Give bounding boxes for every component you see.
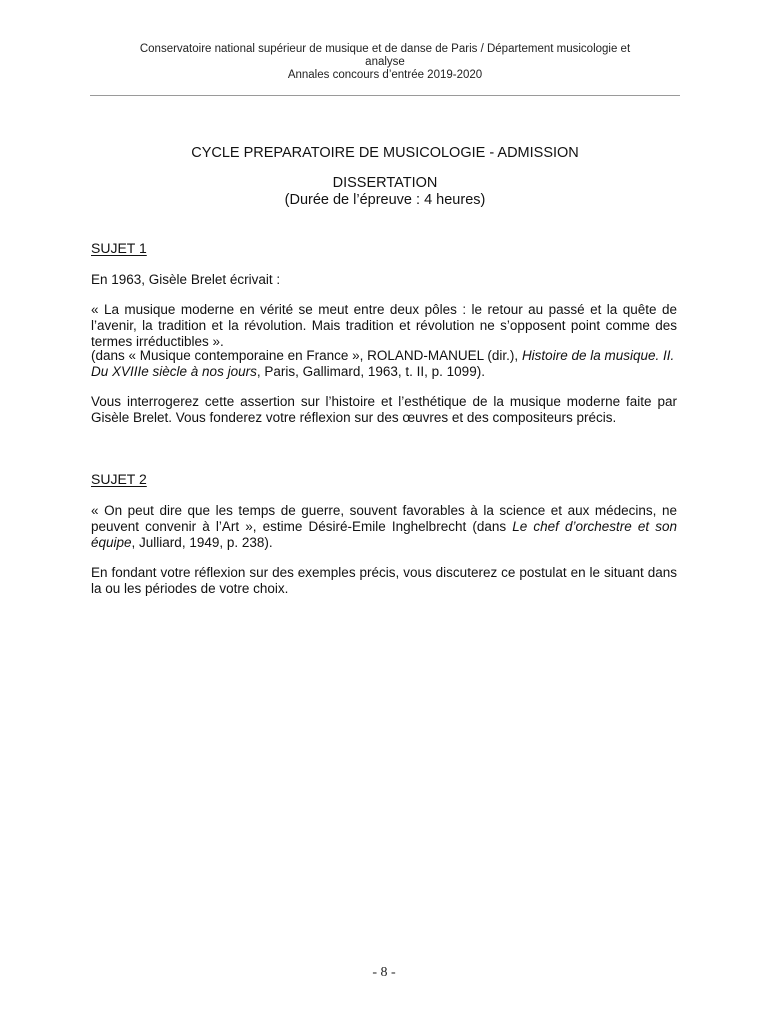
header-institution: Conservatoire national supérieur de musique et de danse de Paris / Département musicologie et: [139, 43, 631, 55]
sujet1-source-pre: (dans « Musique contemporaine en France », ROLAND-MANUEL (dir.),: [91, 348, 522, 363]
sujet2-task: En fondant votre réflexion sur des exemples précis, vous discuterez ce postulat en le situant dans la ou les périodes de votre choix.: [91, 565, 677, 596]
header-annales: Annales concours d’entrée 2019-2020: [287, 69, 483, 81]
sujet2-quote-pre: « On peut dire que les temps de guerre, souvent favorables à la science et aux médecins, ne peuvent convenir à l’Art », estime Désiré-Emile Inghelbrecht (dans: [91, 503, 677, 534]
sujet1-task: Vous interrogerez cette assertion sur l’histoire et l’esthétique de la musique moderne faite par Gisèle Brelet. Vous fonderez votre réflexion sur des œuvres et des compositeurs précis.: [91, 394, 677, 425]
sujet1-intro: En 1963, Gisèle Brelet écrivait :: [91, 272, 281, 287]
exam-title-block: [90, 175, 680, 209]
sujet1-quote: « La musique moderne en vérité se meut entre deux pôles : le retour au passé et la quête de l’avenir, la tradition et la révolution. Mais tradition et révolution ne s’opposent point comme des termes irréductibles ».: [91, 302, 677, 349]
sujet2-quote: [91, 503, 677, 551]
sujet2-label: SUJET 2: [91, 471, 147, 487]
page-number: - 8 -: [372, 965, 396, 980]
sujet1-source-post: , Paris, Gallimard, 1963, t. II, p. 1099).: [256, 364, 485, 379]
sujet1-source: [91, 348, 677, 380]
page-header: [90, 43, 680, 82]
exam-title: DISSERTATION: [332, 175, 438, 191]
header-divider: [90, 95, 680, 96]
header-institution-cont: analyse: [365, 56, 405, 68]
sujet1-source-title: Histoire de la musique. II. Du XVIIIe siècle à nos jours: [91, 348, 675, 379]
sujet1-label: SUJET 1: [91, 240, 147, 256]
cycle-title: CYCLE PREPARATOIRE DE MUSICOLOGIE - ADMISSION: [191, 145, 579, 161]
exam-duration: (Durée de l’épreuve : 4 heures): [284, 192, 486, 208]
sujet2-quote-title: Le chef d’orchestre et son équipe: [91, 519, 678, 550]
sujet2-quote-post: , Julliard, 1949, p. 238).: [131, 535, 273, 550]
